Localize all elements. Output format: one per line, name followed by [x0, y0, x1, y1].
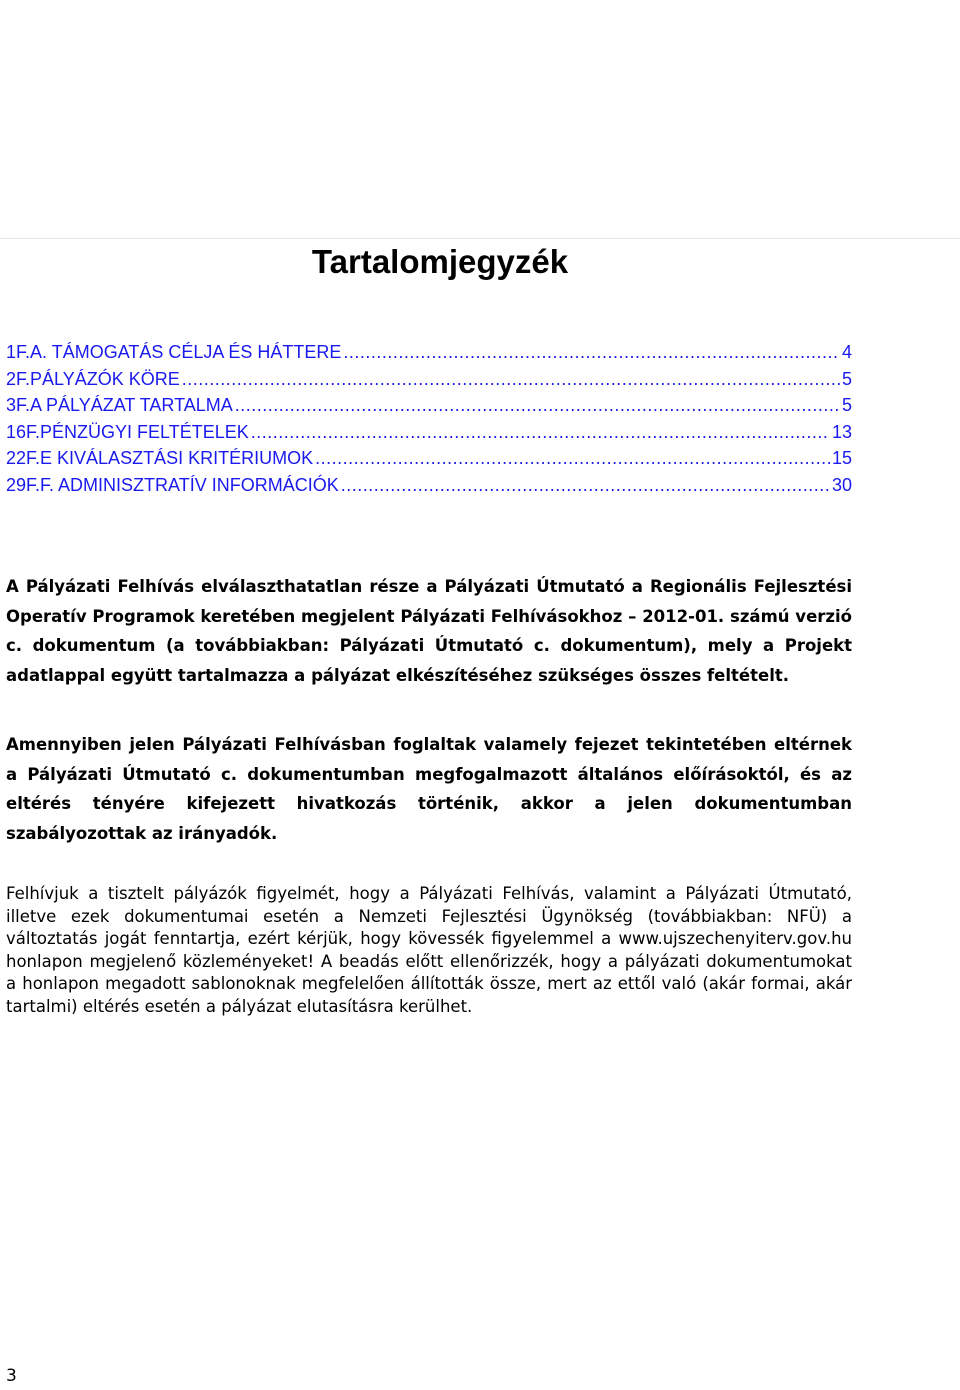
intro-paragraph: A Pályázati Felhívás elválaszthatatlan része a Pályázati Útmutató a Regionális Fejlesztési Operatív Programok keretében megjelent Pályázati Felhívásokhoz – 2012-01. számú verzió c. dokumentum (a továbbiakban: Pályázati Útmutató c. dokumentum), mely a Projekt adatlappal együtt tartalmazza a pályázat elkészítéséhez szükséges összes feltételt. [6, 577, 852, 685]
toc-entry-label: 22F.E KIVÁLASZTÁSI KRITÉRIUMOK [6, 448, 314, 469]
toc-dot-leader [182, 369, 840, 390]
toc-dot-leader [251, 422, 830, 443]
deviation-paragraph: Amennyiben jelen Pályázati Felhívásban foglaltak valamely fejezet tekintetében eltérnek a Pályázati Útmutató c. dokumentumban megfogalmazott általános előírásoktól, és az eltérés tényére kifejezett hivatkozás történik, akkor a jelen dokumentumban szabályozottak az irányadók. [6, 735, 852, 843]
toc-dot-leader [343, 342, 840, 363]
toc-entry-page: 5 [841, 395, 852, 416]
toc-entry-label: 16F.PÉNZÜGYI FELTÉTELEK [6, 421, 249, 442]
notice-paragraph: Felhívjuk a tisztelt pályázók figyelmét, hogy a Pályázati Felhívás, valamint a Pályázati Útmutató, illetve ezek dokumentumai esetén a Nemzeti Fejlesztési Ügynökség (továbbiakban: NFÜ) a változtatás jogát fenntartja, ezért kérjük, hogy kövessék figyelemmel a www.ujszechenyiterv.gov.hu honlapon megjelenő közleményeket! A beadás előtt ellenőrizzék, hogy a pályázati dokumentumokat a honlapon megadott sablonoknak megfelelően állították össze, mert az ettől való (akár formai, akár tartalmi) eltérés esetén a pályázat elutasításra kerülhet. [6, 884, 852, 1016]
toc-entry-page: 5 [841, 368, 852, 389]
toc-entry-palyazat-tartalma[interactable] [6, 395, 852, 422]
toc-entry-page: 30 [831, 474, 852, 495]
toc-entry-label: 29F.F. ADMINISZTRATÍV INFORMÁCIÓK [6, 474, 339, 495]
toc-entry-label: 1F.A. TÁMOGATÁS CÉLJA ÉS HÁTTERE [6, 342, 342, 362]
page-top-divider [0, 238, 960, 239]
table-of-contents [6, 342, 852, 502]
toc-entry-tamogatas-celja[interactable] [6, 342, 852, 369]
toc-dot-leader [235, 395, 840, 416]
toc-entry-page: 4 [841, 342, 852, 362]
toc-title: Tartalomjegyzék [311, 243, 569, 280]
toc-entry-page: 13 [831, 421, 852, 442]
toc-entry-page: 15 [831, 448, 852, 469]
toc-entry-label: 3F.A PÁLYÁZAT TARTALMA [6, 395, 233, 416]
page-number: 3 [6, 1366, 17, 1386]
toc-entry-penzugyi-feltetelek[interactable] [6, 422, 852, 449]
toc-entry-adminisztrativ-informaciok[interactable] [6, 475, 852, 502]
toc-entry-label: 2F.PÁLYÁZÓK KÖRE [6, 368, 180, 389]
toc-entry-kivalasztasi-kriteriumok[interactable] [6, 448, 852, 475]
toc-entry-palyazok-kore[interactable] [6, 369, 852, 396]
toc-dot-leader [315, 448, 830, 469]
toc-dot-leader [341, 475, 830, 496]
